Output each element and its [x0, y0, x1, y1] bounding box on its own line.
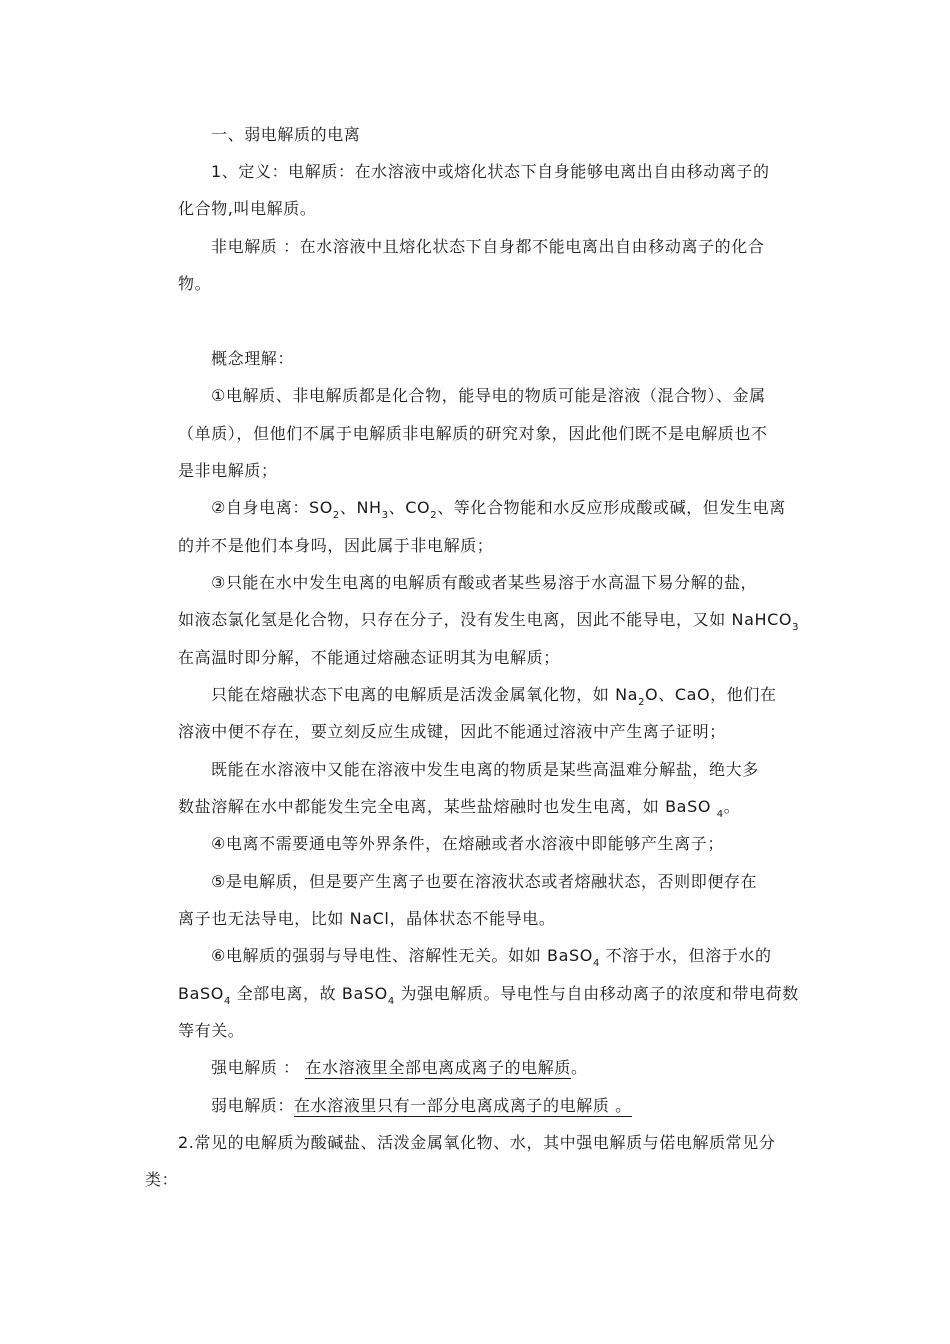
nonelectrolyte-line-2: 物。	[178, 274, 212, 293]
point-6-line-2-suffix: 为强电解质。导电性与自由移动离子的浓度和带电荷数	[394, 984, 799, 1003]
subscript: 2	[332, 510, 340, 521]
formula-na2o: Na	[615, 685, 639, 704]
point-1-line-2: （单质），但他们不属于电解质非电解质的研究对象，因此他们既不是电解质也不	[178, 424, 768, 443]
point-3-line-2-text: 如液态氯化氢是化合物，只存在分子，没有发生电离，因此不能导电，又如	[178, 610, 732, 629]
strong-electrolyte-label: 强电解质 ：	[211, 1058, 306, 1077]
strong-electrolyte-text: 在水溶液里全部电离成离子的电解质	[305, 1058, 571, 1077]
point-3-line-1: ③只能在水中发生电离的电解质有酸或者某些易溶于水高温下易分解的盐，	[211, 573, 758, 592]
point-6-line-3: 等有关。	[178, 1021, 245, 1040]
point-3-line-5: 溶液中便不存在，要立刻反应生成键，因此不能通过溶液中产生离子证明；	[178, 722, 726, 741]
subscript: 2	[430, 510, 438, 521]
point-1-line-3: 是非电解质；	[178, 461, 278, 480]
formula-baso4: BaSO	[341, 984, 388, 1003]
point-3-line-3: 在高温时即分解，不能通过熔融态证明其为电解质；	[178, 648, 560, 667]
point-3-line-4	[211, 684, 777, 706]
point-6-line-2	[178, 983, 799, 1005]
point-1-line-1: ①电解质、非电解质都是化合物，能导电的物质可能是溶液（混合物）、金属	[211, 386, 766, 405]
subscript: 4	[387, 996, 395, 1007]
period: 。	[570, 1058, 588, 1077]
point-2-suffix: 、等化合物能和水反应形成酸或碱，但发生电离	[437, 498, 786, 517]
point-4: ④电离不需要通电等外界条件，在熔融或者水溶液中即能够产生离子；	[211, 834, 724, 853]
subscript: 4	[716, 809, 724, 820]
separator: 、	[339, 498, 357, 517]
formula-co2: CO	[405, 498, 431, 517]
subscript: 3	[792, 622, 800, 633]
section-2-line-2: 类：	[145, 1170, 179, 1189]
period: 。	[723, 797, 741, 816]
formula-baso4: BaSO	[178, 984, 224, 1003]
section-2-line-1: 2.常见的电解质为酸碱盐、活泼金属氧化物、水，其中强电解质与偌电解质常见分	[178, 1133, 776, 1152]
nonelectrolyte-line-1: 非电解质 ：在水溶液中且熔化状态下自身都不能电离出自由移动离子的化合	[211, 237, 765, 256]
weak-electrolyte-label: 弱电解质：	[211, 1096, 295, 1115]
formula-baso4: BaSO	[547, 946, 593, 965]
formula-baso4: BaSO	[665, 797, 717, 816]
point-2-line-1	[211, 497, 786, 519]
point-6-line-2-mid: 全部电离，故	[230, 984, 342, 1003]
subscript: 2	[638, 697, 646, 708]
point-6-line-1	[211, 945, 772, 967]
point-2-prefix: ②自身电离：	[211, 498, 309, 517]
point-6-line-1-suffix: 不溶于水，但溶于水的	[599, 946, 772, 965]
subscript: 4	[592, 958, 600, 969]
formula-nahco3: NaHCO	[731, 610, 793, 629]
point-3-line-7-text: 数盐溶解在水中都能发生完全电离，某些盐熔融时也发生电离，如	[178, 797, 666, 816]
formula-nh3: NH	[356, 498, 382, 517]
point-5-line-1: ⑤是电解质，但是要产生离子也要在溶液状态或者熔融状态，否则即便存在	[211, 872, 758, 891]
section-title: 一、弱电解质的电离	[211, 125, 361, 144]
point-6-line-1-text: ⑥电解质的强弱与导电性、溶解性无关。如如	[211, 946, 548, 965]
point-3-line-2	[178, 609, 799, 631]
point-3-line-4-suffix: O、CaO，他们在	[645, 685, 777, 704]
weak-electrolyte-text: 在水溶液里只有一部分电离成离子的电解质 。	[294, 1096, 632, 1115]
subscript: 4	[223, 996, 231, 1007]
separator: 、	[388, 498, 406, 517]
point-2-line-2: 的并不是他们本身吗，因此属于非电解质；	[178, 536, 494, 555]
strong-electrolyte-definition	[211, 1057, 588, 1079]
subscript: 3	[381, 510, 389, 521]
point-3-line-4-text: 只能在熔融状态下电离的电解质是活泼金属氧化物，如	[211, 685, 616, 704]
formula-so2: SO	[308, 498, 333, 517]
point-3-line-6: 既能在水溶液中又能在溶液中发生电离的物质是某些高温难分解盐，绝大多	[211, 760, 759, 779]
concept-heading: 概念理解：	[211, 349, 295, 368]
weak-electrolyte-definition	[211, 1095, 632, 1117]
point-3-line-7	[178, 796, 740, 818]
definition-line-2: 化合物,叫电解质。	[178, 199, 317, 218]
point-5-line-2: 离子也无法导电，比如 NaCl，晶体状态不能导电。	[178, 909, 556, 928]
definition-line-1: 1、定义：电解质：在水溶液中或熔化状态下自身能够电离出自由移动离子的	[211, 162, 770, 181]
